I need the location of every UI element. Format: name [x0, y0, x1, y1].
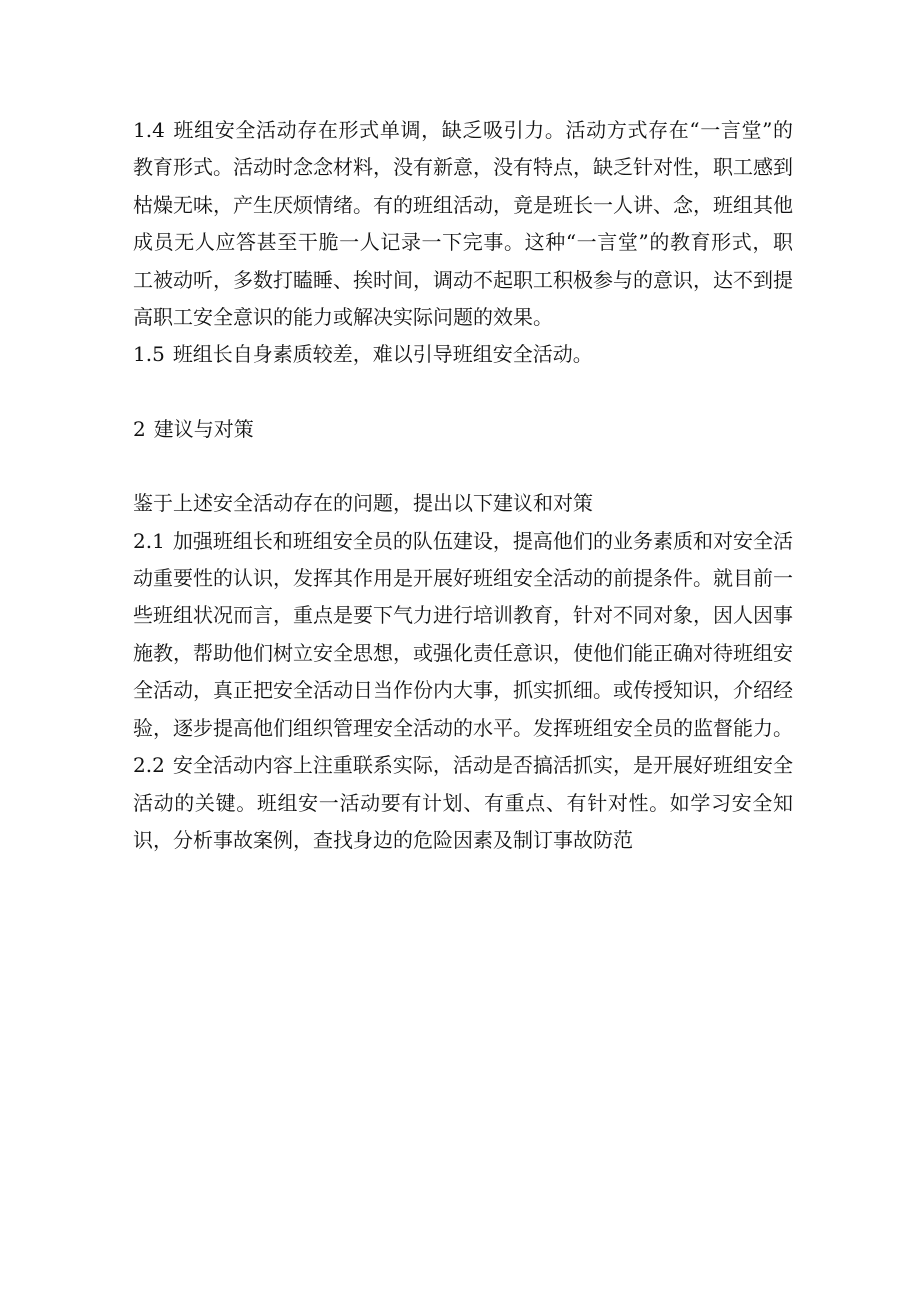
intro-paragraph	[133, 485, 793, 522]
paragraph-2-2	[133, 747, 793, 859]
paragraph-text: 安全活动内容上注重联系实际，活动是否搞活抓实，是开展好班组安全活动的关键。班组安一活动要有计划、有重点、有针对性。如学习安全知识，分析事故案例，查找身边的危险因素及制订事故防范	[133, 753, 793, 852]
blank-line	[133, 374, 793, 411]
paragraph-text: 班组长自身素质较差，难以引导班组安全活动。	[172, 342, 593, 367]
blank-line	[133, 448, 793, 485]
paragraph-1-5	[133, 336, 793, 373]
paragraph-2-1	[133, 523, 793, 747]
paragraph-text: 鉴于上述安全活动存在的问题，提出以下建议和对策	[133, 491, 593, 516]
section-heading-text: 建议与对策	[153, 416, 254, 441]
paragraph-1-4	[133, 112, 793, 336]
paragraph-text: 班组安全活动存在形式单调，缺乏吸引力。活动方式存在“一言堂”的教育形式。活动时念念材料，没有新意，没有特点，缺乏针对性，职工感到枯燥无味，产生厌烦情绪。有的班组活动，竟是班长一人讲、念，班组其他成员无人应答甚至干脆一人记录一下完事。这种“一言堂”的教育形式，职工被动听，多数打瞌睡、挨时间，调动不起职工积极参与的意识，达不到提高职工安全意识的能力或解决实际问题的效果。	[133, 118, 793, 330]
section-number: 2.1	[133, 528, 165, 553]
section-number: 1.4	[133, 118, 165, 142]
section-number: 2.2	[133, 753, 165, 778]
section-number: 1.5	[133, 342, 165, 367]
document-page	[133, 112, 793, 859]
paragraph-text: 加强班组长和班组安全员的队伍建设，提高他们的业务素质和对安全活动重要性的认识，发挥其作用是开展好班组安全活动的前提条件。就目前一些班组状况而言，重点是要下气力进行培训教育，针对不同对象，因人因事施教，帮助他们树立安全思想，或强化责任意识，使他们能正确对待班组安全活动，真正把安全活动日当作份内大事，抓实抓细。或传授知识，介绍经验，逐步提高他们组织管理安全活动的水平。发挥班组安全员的监督能力。	[133, 528, 793, 740]
section-heading-2	[133, 411, 793, 448]
section-number: 2	[133, 416, 146, 441]
